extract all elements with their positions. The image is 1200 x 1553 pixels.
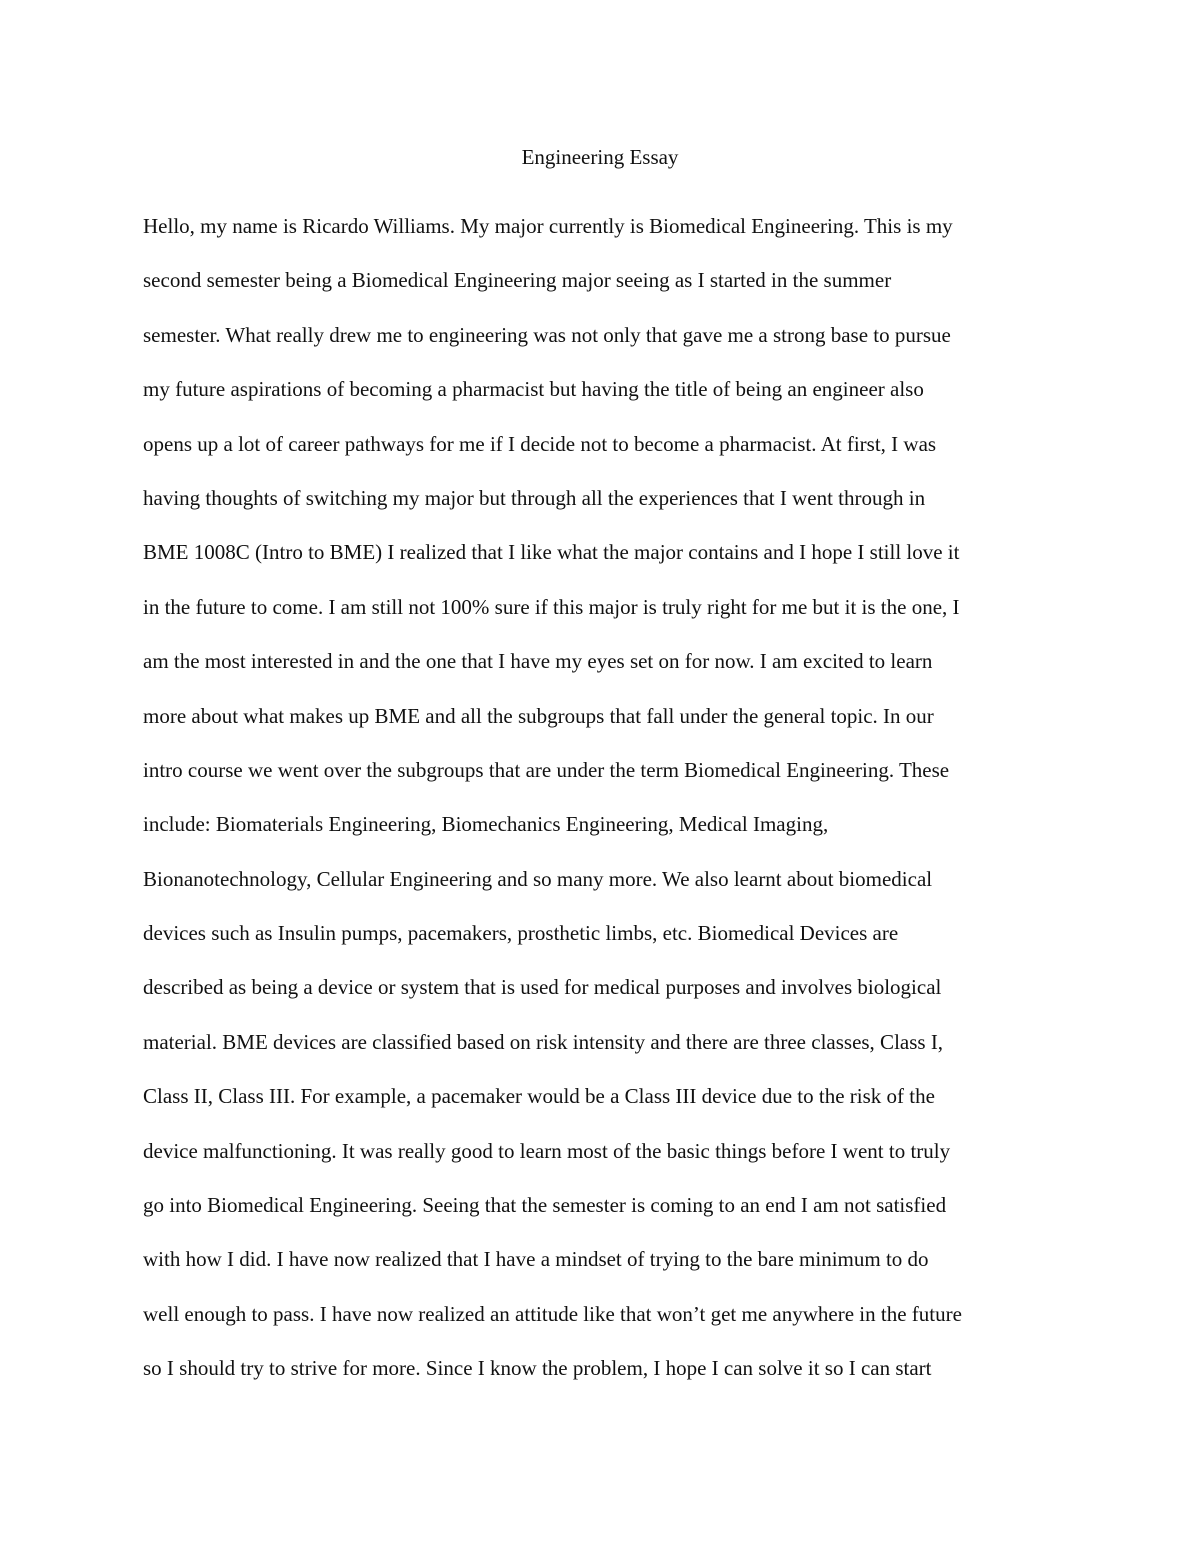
- document-title: Engineering Essay: [521, 145, 679, 169]
- body-line: Bionanotechnology, Cellular Engineering and so many more. We also learnt about biomedical: [143, 866, 933, 891]
- body-line: material. BME devices are classified based on risk intensity and there are three classes, Class I,: [143, 1029, 944, 1054]
- document-body: [143, 212, 1103, 1409]
- body-line: intro course we went over the subgroups that are under the term Biomedical Engineering. These: [143, 757, 950, 782]
- body-line: described as being a device or system that is used for medical purposes and involves biological: [143, 975, 942, 1000]
- body-line: with how I did. I have now realized that I have a mindset of trying to the bare minimum to do: [143, 1247, 929, 1272]
- body-line: semester. What really drew me to engineering was not only that gave me a strong base to pursue: [143, 322, 951, 347]
- body-line: so I should try to strive for more. Since I know the problem, I hope I can solve it so I can start: [143, 1356, 932, 1381]
- body-line: devices such as Insulin pumps, pacemakers, prosthetic limbs, etc. Biomedical Devices are: [143, 921, 899, 946]
- body-line: second semester being a Biomedical Engineering major seeing as I started in the summer: [143, 268, 892, 293]
- body-line: am the most interested in and the one that I have my eyes set on for now. I am excited to learn: [143, 649, 933, 674]
- body-line: more about what makes up BME and all the subgroups that fall under the general topic. In our: [143, 703, 934, 728]
- body-line: my future aspirations of becoming a pharmacist but having the title of being an engineer also: [143, 377, 924, 402]
- body-line: in the future to come. I am still not 100% sure if this major is truly right for me but it is the one, I: [143, 594, 960, 619]
- body-line: opens up a lot of career pathways for me if I decide not to become a pharmacist. At first, I was: [143, 431, 937, 456]
- body-line: well enough to pass. I have now realized an attitude like that won’t get me anywhere in the future: [143, 1301, 962, 1326]
- body-line: having thoughts of switching my major but through all the experiences that I went through in: [143, 485, 926, 510]
- body-line: device malfunctioning. It was really good to learn most of the basic things before I went to truly: [143, 1138, 951, 1163]
- body-line: go into Biomedical Engineering. Seeing that the semester is coming to an end I am not satisfied: [143, 1193, 947, 1218]
- body-line: include: Biomaterials Engineering, Biomechanics Engineering, Medical Imaging,: [143, 812, 829, 837]
- body-line: Class II, Class III. For example, a pacemaker would be a Class III device due to the risk of the: [143, 1084, 935, 1109]
- body-line: Hello, my name is Ricardo Williams. My major currently is Biomedical Engineering. This is my: [143, 214, 953, 238]
- body-line: BME 1008C (Intro to BME) I realized that I like what the major contains and I hope I still love it: [143, 540, 960, 565]
